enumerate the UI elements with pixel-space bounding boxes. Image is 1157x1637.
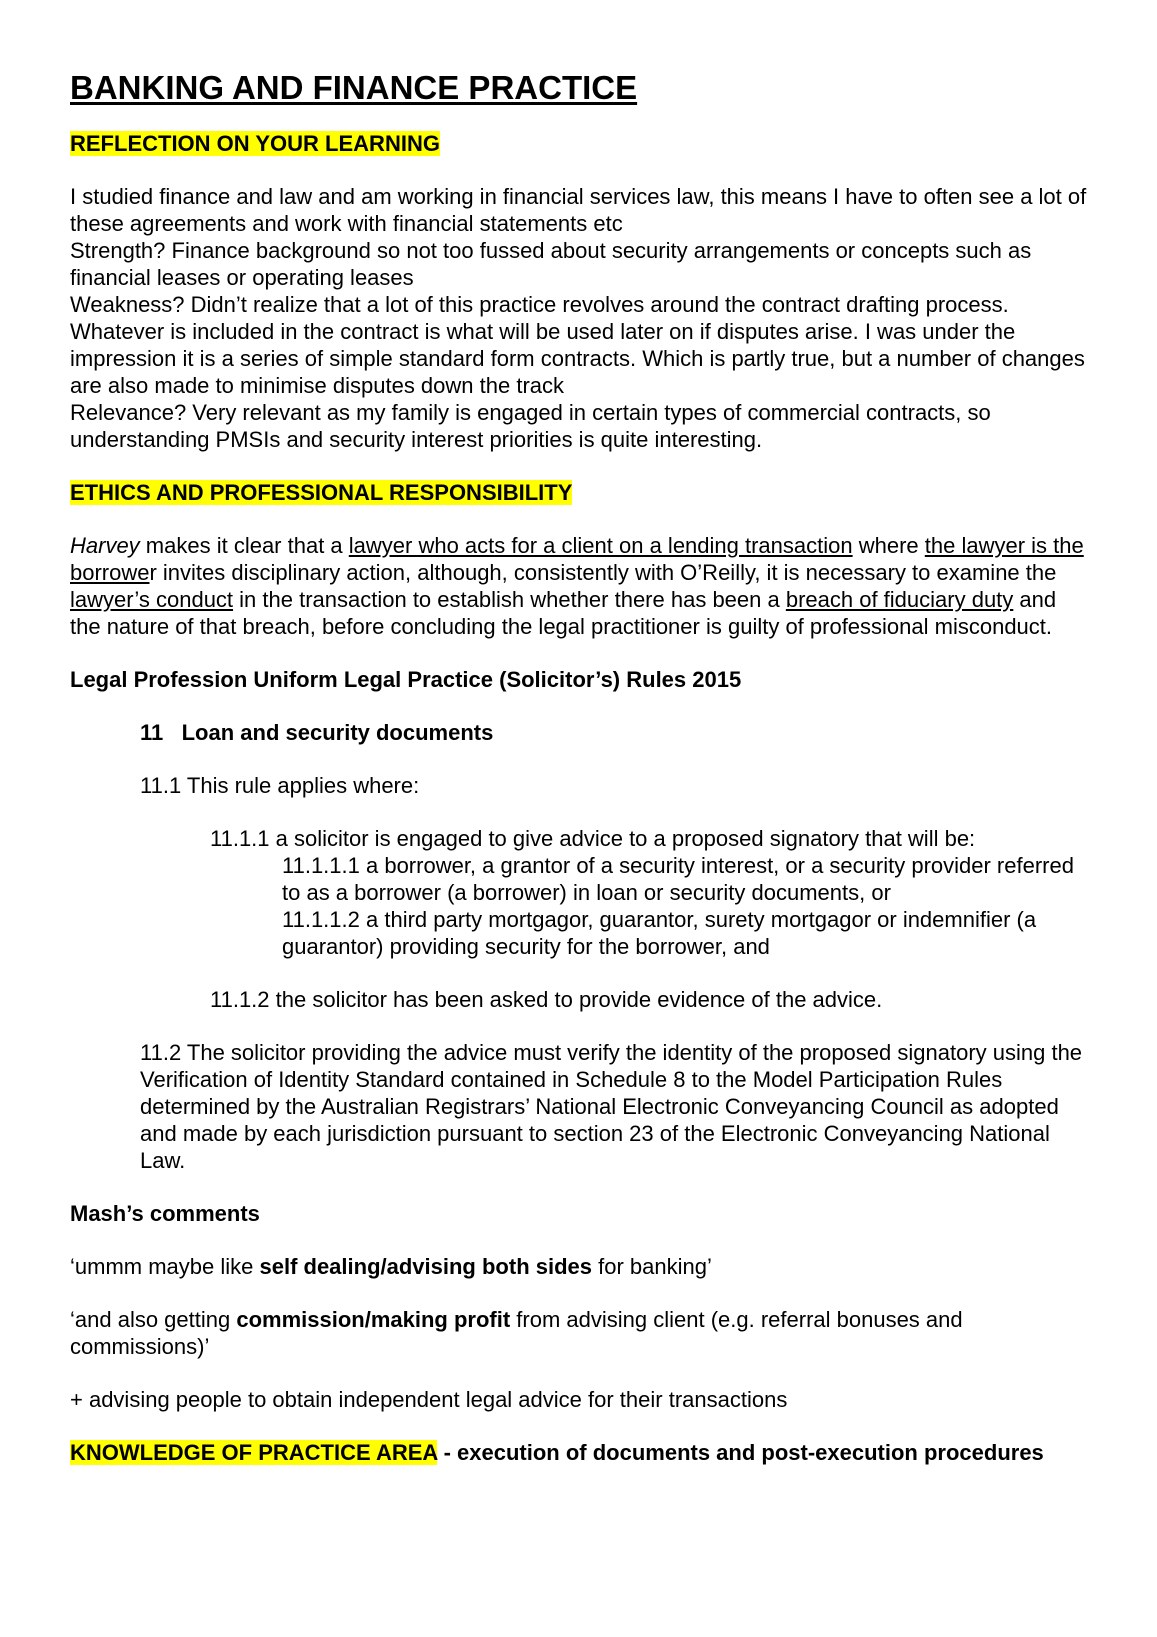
knowledge-heading-text: KNOWLEDGE OF PRACTICE AREA <box>70 1440 438 1465</box>
harvey-text-5: and the nature of that breach, before concluding the legal practitioner is guilty of professional misconduct. <box>70 587 1057 639</box>
harvey-text-4: in the transaction to establish whether there has been a <box>233 587 786 612</box>
rule-11-1-1: 11.1.1 a solicitor is engaged to give advice to a proposed signatory that will be: <box>210 826 976 851</box>
rule-11-heading <box>140 719 1087 746</box>
reflection-weakness: Weakness? Didn’t realize that a lot of this practice revolves around the contract drafting process. Whatever is included in the contract is what will be used later on if disputes arise. I was under the impression it is a series of simple standard form contracts. Which is partly true, but a number of changes are also made to minimise disputes down the track <box>70 292 1085 398</box>
rule-11-1-1-2: 11.1.1.2 a third party mortgagor, guarantor, surety mortgagor or indemnifier (a guarantor) providing security for the borrower, and <box>282 907 1037 959</box>
page-title: BANKING AND FINANCE PRACTICE <box>70 69 638 106</box>
harvey-underline-2: the lawyer is the borrowe <box>70 533 1084 585</box>
knowledge-heading-rest: - execution of documents and post-execution procedures <box>437 1440 1044 1465</box>
reflection-heading <box>70 130 1087 157</box>
rule-11-2: 11.2 The solicitor providing the advice must verify the identity of the proposed signatory using the Verification of Identity Standard contained in Schedule 8 to the Model Participation Rules determined by the Australian Registrars’ National Electronic Conveyancing Council as adopted and made by each jurisdiction pursuant to section 23 of the Electronic Conveyancing National Law. <box>140 1040 1083 1173</box>
rule-11-1: 11.1 This rule applies where: <box>140 773 420 798</box>
harvey-underline-1: lawyer who acts for a client on a lending transaction <box>348 533 853 558</box>
mash-comment-2-post: from advising client (e.g. referral bonuses and commissions)’ <box>70 1307 963 1359</box>
reflection-relevance: Relevance? Very relevant as my family is engaged in certain types of commercial contracts, so understanding PMSIs and security interest priorities is quite interesting. <box>70 400 991 452</box>
mash-comment-1-bold: self dealing/advising both sides <box>259 1254 592 1279</box>
mash-comment-1 <box>70 1253 1087 1280</box>
mash-comment-2-pre: ‘and also getting <box>70 1307 237 1332</box>
reflection-strength: Strength? Finance background so not too fussed about security arrangements or concepts such as financial leases or operating leases <box>70 238 1032 290</box>
harvey-paragraph <box>70 532 1087 640</box>
mash-comment-3: + advising people to obtain independent legal advice for their transactions <box>70 1387 788 1412</box>
rule-11-1-1-1: 11.1.1.1 a borrower, a grantor of a security interest, or a security provider referred to as a borrower (a borrower) in loan or security documents, or <box>282 853 1074 905</box>
rule-11-1-2: 11.1.2 the solicitor has been asked to provide evidence of the advice. <box>210 987 883 1012</box>
ethics-heading <box>70 479 1087 506</box>
reflection-heading-text: REFLECTION ON YOUR LEARNING <box>70 131 440 156</box>
mash-comment-1-pre: ‘ummm maybe like <box>70 1254 260 1279</box>
case-name-harvey: Harvey <box>70 533 140 558</box>
rules-title: Legal Profession Uniform Legal Practice (Solicitor’s) Rules 2015 <box>70 667 742 692</box>
mash-comment-2 <box>70 1306 1087 1360</box>
harvey-text-2: where <box>852 533 925 558</box>
mash-comment-2-bold: commission/making profit <box>236 1307 511 1332</box>
mash-heading: Mash’s comments <box>70 1201 260 1226</box>
knowledge-heading <box>70 1439 1087 1466</box>
reflection-body <box>70 183 1087 453</box>
mash-comment-1-post: for banking’ <box>592 1254 712 1279</box>
harvey-underline-3: lawyer’s conduct <box>70 587 234 612</box>
harvey-text-1: makes it clear that a <box>139 533 349 558</box>
harvey-underline-4: breach of fiduciary duty <box>785 587 1014 612</box>
reflection-p1: I studied finance and law and am working in financial services law, this means I have to often see a lot of these agreements and work with financial statements etc <box>70 184 1087 236</box>
rule-11-title: Loan and security documents <box>181 720 494 745</box>
harvey-text-3: r invites disciplinary action, although, consistently with O’Reilly, it is necessary to examine the <box>149 560 1057 585</box>
ethics-heading-text: ETHICS AND PROFESSIONAL RESPONSIBILITY <box>70 480 573 505</box>
rule-11-number: 11 <box>140 720 164 745</box>
rule-11-1-1-block <box>70 825 1087 960</box>
